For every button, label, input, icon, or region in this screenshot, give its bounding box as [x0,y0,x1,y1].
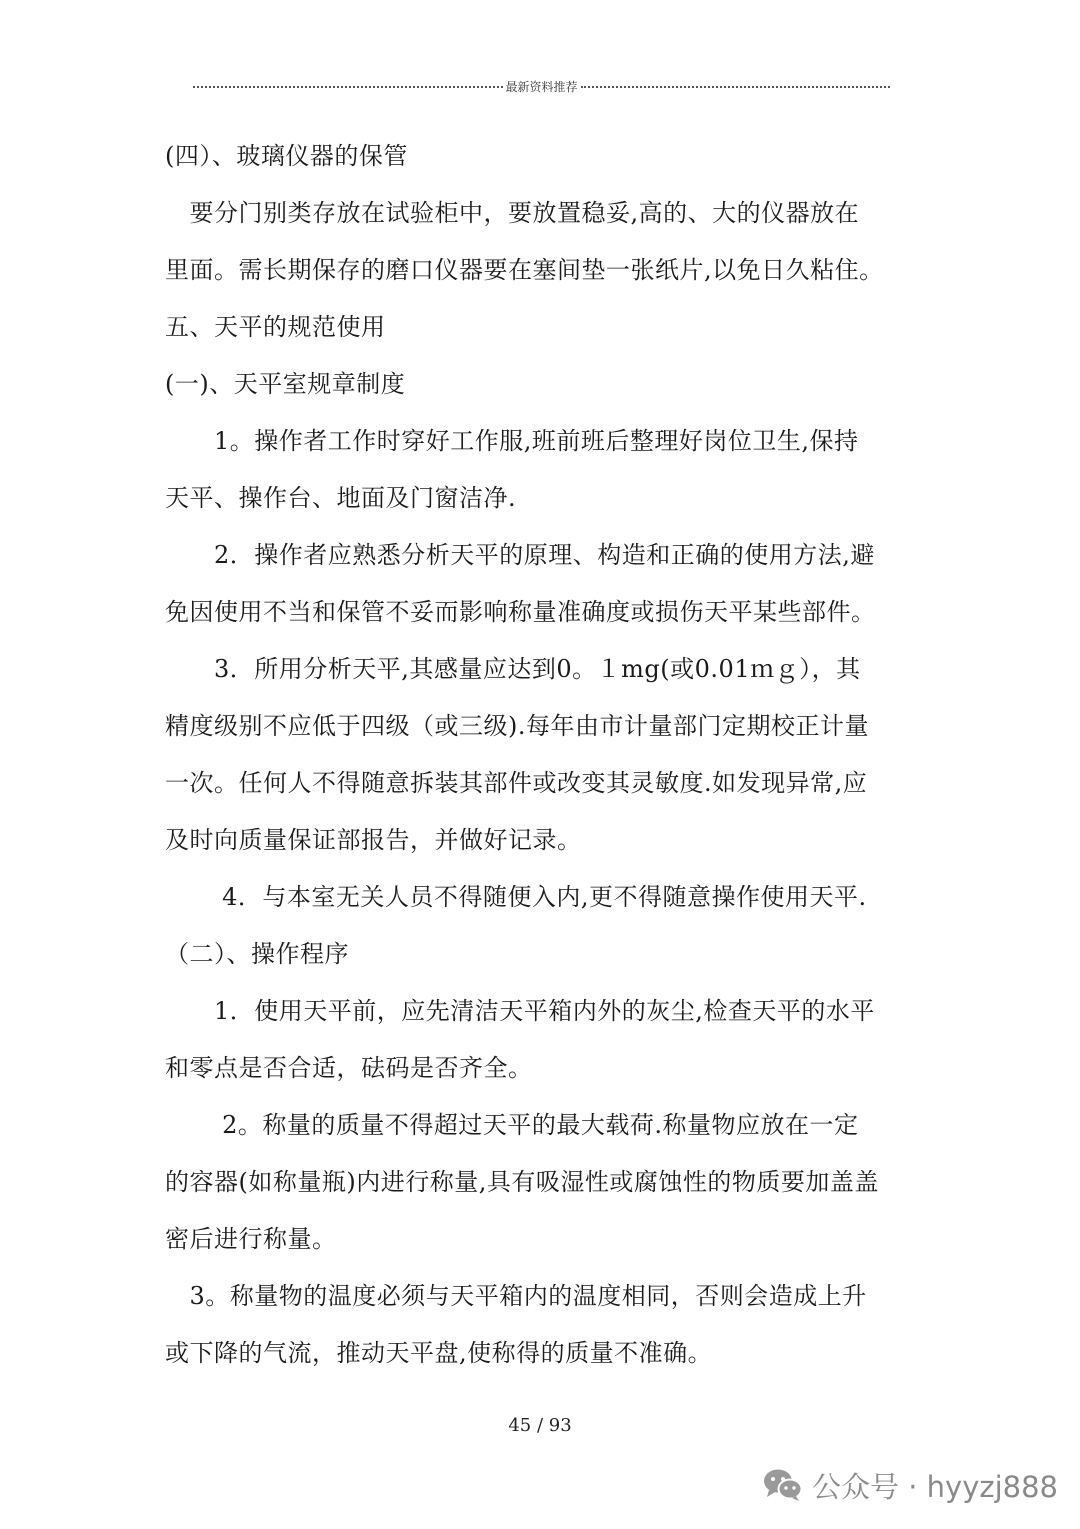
subsection-heading: (一)、天平室规章制度 [165,370,406,398]
paragraph-line: 密后进行称量。 [165,1225,337,1253]
header-label: 最新资料推荐 [505,79,578,94]
header-dotted-rule-left [193,86,503,88]
wechat-watermark [762,1462,1058,1508]
paragraph-line: 4．与本室无关人员不得随便入内,更不得随意操作使用天平. [165,883,867,911]
watermark-text: 公众号 · hyyzj888 [812,1469,1058,1504]
paragraph-line: 2。称量的质量不得超过天平的最大载荷.称量物应放在一定 [165,1111,859,1139]
paragraph-line: 1。操作者工作时穿好工作服,班前班后整理好岗位卫生,保持 [165,427,859,455]
paragraph-line: 及时向质量保证部报告，并做好记录。 [165,826,582,854]
paragraph-line: 或下降的气流，推动天平盘,使称得的质量不准确。 [165,1339,713,1367]
document-body [165,128,915,1382]
paragraph-line: 里面。需长期保存的磨口仪器要在塞间垫一张纸片,以免日久粘住。 [165,256,884,284]
paragraph-line: 天平、操作台、地面及门窗洁净. [165,484,517,512]
paragraph-line: 和零点是否合适，砝码是否齐全。 [165,1054,533,1082]
paragraph-line: 的容器(如称量瓶)内进行称量,具有吸湿性或腐蚀性的物质要加盖盖 [165,1168,879,1196]
subsection-heading: （二）、操作程序 [165,940,349,968]
wechat-icon [762,1467,804,1503]
paragraph-line: 3。称量物的温度必须与天平箱内的温度相同，否则会造成上升 [165,1282,867,1310]
paragraph-line: 免因使用不当和保管不妥而影响称量准确度或损伤天平某些部件。 [165,598,876,626]
header-dotted-rule-right [581,86,891,88]
paragraph-line: 2．操作者应熟悉分析天平的原理、构造和正确的使用方法,避 [165,541,875,569]
paragraph-line: 3．所用分析天平,其感量应达到0。１mg(或0.01ｍｇ），其 [165,655,861,683]
section-heading: (四）、玻璃仪器的保管 [165,142,408,170]
paragraph-line: 一次。任何人不得随意拆装其部件或改变其灵敏度.如发现异常,应 [165,769,868,797]
paragraph-line: 精度级别不应低于四级（或三级).每年由市计量部门定期校正计量 [165,712,869,740]
page-number: 45 / 93 [508,1415,572,1436]
paragraph-line: 1．使用天平前，应先清洁天平箱内外的灰尘,检查天平的水平 [165,997,875,1025]
page-header [193,76,890,96]
paragraph-line: 要分门别类存放在试验柜中，要放置稳妥,高的、大的仪器放在 [165,199,860,227]
section-heading: 五、天平的规范使用 [165,313,386,341]
